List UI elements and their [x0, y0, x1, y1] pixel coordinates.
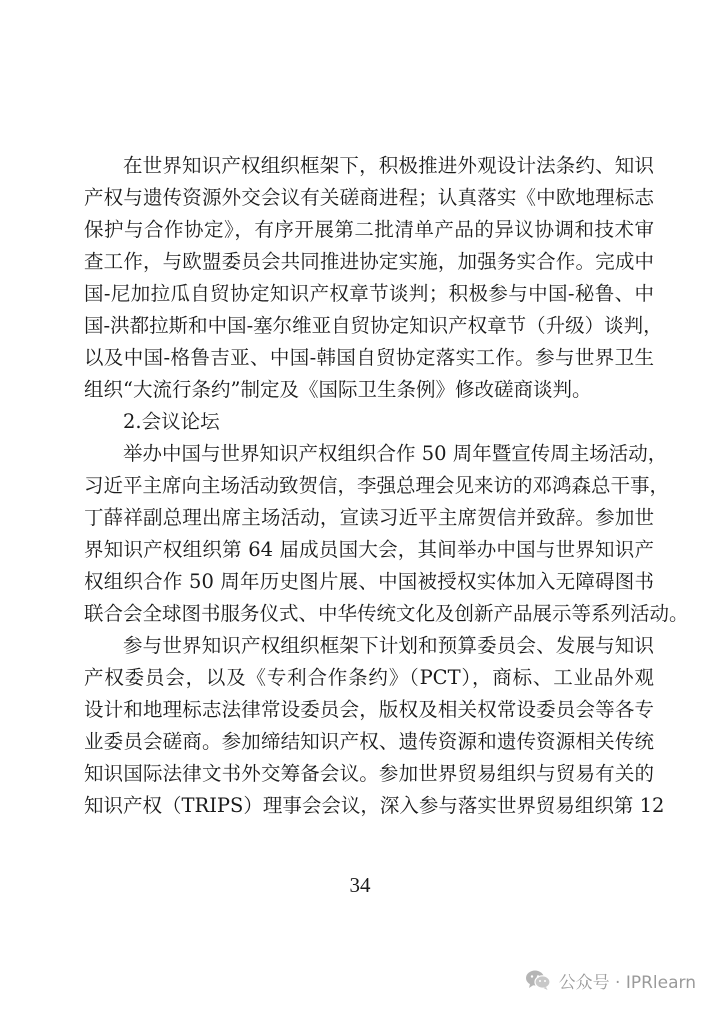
text-line: 丁薛祥副总理出席主场活动，宣读习近平主席贺信并致辞。参加世	[84, 506, 654, 529]
text-line: 在世界知识产权组织框架下，积极推进外观设计法条约、知识	[123, 154, 654, 177]
text-line: 查工作，与欧盟委员会共同推进协定实施，加强务实合作。完成中	[84, 250, 654, 273]
text-line: 以及中国-格鲁吉亚、中国-韩国自贸协定落实工作。参与世界卫生	[84, 346, 654, 369]
text-line: 举办中国与世界知识产权组织合作 50 周年暨宣传周主场活动，	[123, 442, 668, 465]
wechat-icon	[525, 969, 551, 991]
paragraph	[84, 150, 663, 406]
section-heading	[84, 406, 654, 438]
text-line: 界知识产权组织第 64 届成员国大会，其间举办中国与世界知识产	[84, 538, 654, 561]
text-line: 知识国际法律文书外交筹备会议。参加世界贸易组织与贸易有关的	[84, 762, 654, 785]
text-line: 设计和地理标志法律常设委员会，版权及相关权常设委员会等各专	[84, 698, 654, 721]
text-line: 知识产权（TRIPS）理事会会议，深入参与落实世界贸易组织第 12	[84, 794, 665, 817]
text-line: 产权委员会，以及《专利合作条约》（PCT），商标、工业品外观	[84, 666, 654, 689]
text-line: 保护与合作协定》，有序开展第二批清单产品的异议协调和技术审	[84, 218, 654, 241]
text-line: 国-洪都拉斯和中国-塞尔维亚自贸协定知识产权章节（升级）谈判，	[84, 314, 663, 337]
text-line: 参与世界知识产权组织框架下计划和预算委员会、发展与知识	[123, 634, 654, 657]
paragraph	[84, 630, 665, 822]
text-line: 国-尼加拉瓜自贸协定知识产权章节谈判；积极参与中国-秘鲁、中	[84, 282, 654, 305]
text-line: 产权与遗传资源外交会议有关磋商进程；认真落实《中欧地理标志	[84, 186, 654, 209]
text-line: 习近平主席向主场活动致贺信，李强总理会见来访的邓鸿森总干事，	[84, 474, 670, 497]
heading-text: 2.会议论坛	[123, 410, 220, 433]
page-number: 34	[349, 873, 371, 897]
text-line: 权组织合作 50 周年历史图片展、中国被授权实体加入无障碍图书	[84, 570, 654, 593]
text-line: 联合会全球图书服务仪式、中华传统文化及创新产品展示等系列活动。	[84, 602, 689, 625]
paragraph	[84, 438, 689, 630]
body-text	[84, 150, 689, 822]
text-line: 组织“大流行条约”制定及《国际卫生条例》修改磋商谈判。	[84, 378, 592, 401]
text-line: 业委员会磋商。参加缔结知识产权、遗传资源和遗传资源相关传统	[84, 730, 654, 753]
watermark-text: 公众号 · IPRlearn	[558, 972, 696, 993]
watermark	[525, 967, 696, 993]
